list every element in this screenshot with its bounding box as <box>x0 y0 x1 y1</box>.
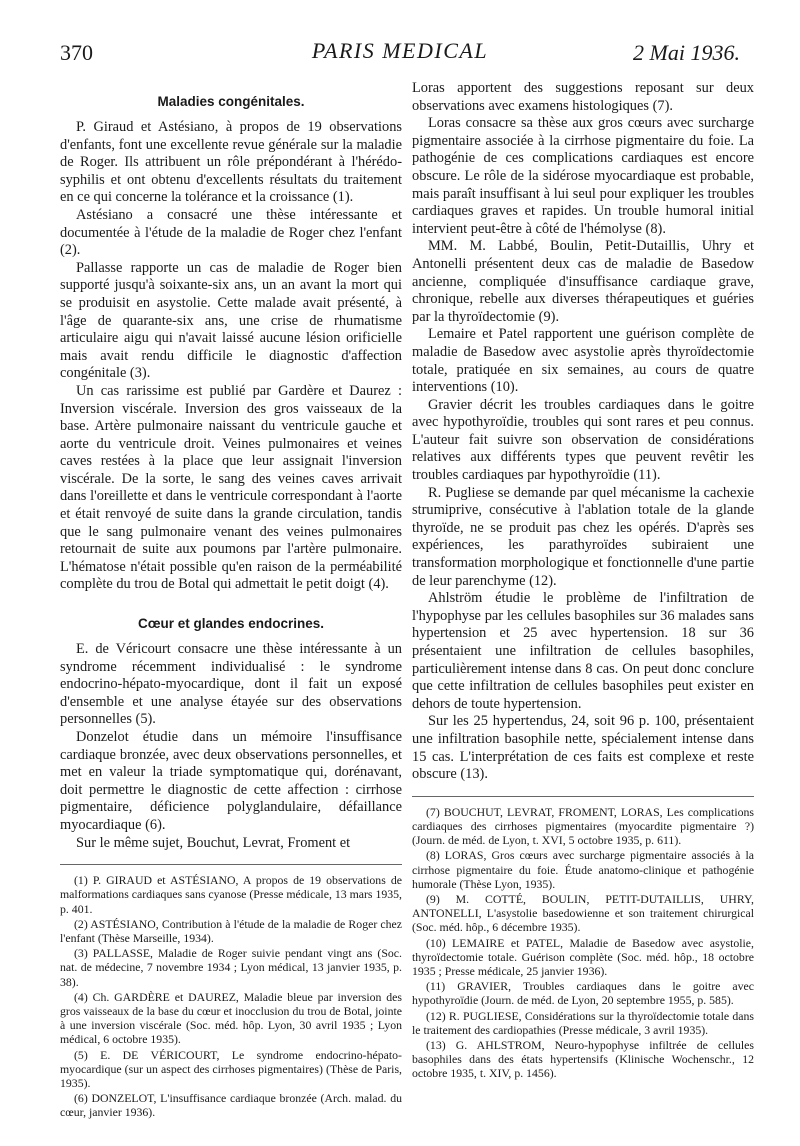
section-title-endocrine: Cœur et glandes endocrines. <box>137 616 325 632</box>
paragraph: MM. M. Labbé, Boulin, Petit-Dutaillis, Uhry et Antonelli présentent deux cas de maladie de Basedow ancienne, compliquée d'insuffisance cardiaque grave, chronique, rebelle aux diverses thérapeutiques et guéries par la thyroïdectomie (9). <box>412 238 754 325</box>
running-title: PARIS MEDICAL <box>311 38 489 63</box>
paragraph: E. de Véricourt consacre une thèse intéressante à un syndrome récemment individualisé : le syndrome endocrino-hépato-myocardique, dont il fait un exposé d'ensemble et une analyse étayée sur des observations personnelles (5). <box>60 641 402 728</box>
footnote: (8) LORAS, Gros cœurs avec surcharge pigmentaire associés à la cirrhose pigmentaire du foie. Étude anatomo-clinique et pathogénie humorale (Thèse Lyon, 1935). <box>412 848 754 891</box>
section-title-congenital: Maladies congénitales. <box>157 94 305 109</box>
paragraph: Sur le même sujet, Bouchut, Levrat, Froment et <box>76 834 351 851</box>
footnote: (6) DONZELOT, L'insuffisance cardiaque bronzée (Arch. malad. du cœur, janvier 1936). <box>60 1091 402 1120</box>
page-number: 370 <box>60 40 93 65</box>
paragraph: Un cas rarissime est publié par Gardère et Daurez : Inversion viscérale. Inversion des gros vaisseaux de la base. Artère pulmonaire naissant du ventricule gauche et aorte du ventricule droit. Veines pulmonaires et veines caves restées à la place que leur assignait l'inversion viscérale. De la sorte, le sang des veines caves arrivait dans l'oreillette et dans le ventricule correspondant à l'aorte et était renvoyé de suite dans la grande circulation, tandis que le sang pulmonaire venant des veines pulmonaires retournait de suite aux poumons par l'artère pulmonaire. L'hématose n'était possible qu'en raison de la perméabilité complète du trou de Botal qui admettait le petit doigt (4). <box>60 382 402 593</box>
page-header <box>60 36 740 70</box>
left-column <box>60 90 402 1121</box>
footnote: (7) BOUCHUT, LEVRAT, FROMENT, LORAS, Les complications cardiaques des cirrhoses pigmentaires (myocardite pigmentaire ?) (Journ. de méd. de Lyon, t. XVI, 5 octobre 1935, p. 611). <box>412 804 754 848</box>
footnote: (11) GRAVIER, Troubles cardiaques dans le goitre avec hypothyroïdie (Journ. de méd. de Lyon, 20 septembre 1955, p. 585). <box>412 979 754 1008</box>
paragraph: Loras apportent des suggestions reposant sur deux observations avec examens histologiques (7). <box>412 80 754 114</box>
paragraph: Astésiano a consacré une thèse intéressante et documentée à l'étude de la maladie de Roger chez l'enfant (2). <box>60 206 402 259</box>
paragraph: R. Pugliese se demande par quel mécanisme la cachexie strumiprive, consécutive à l'ablation totale de la glande thyroïde, ne se produit pas chez les opérés. D'après ses expériences, les parathyroïdes subiraient une transformation morphologique et fonctionnelle d'une partie de leur parenchyme (12). <box>412 484 754 589</box>
paragraph: Ahlström étudie le problème de l'infiltration de l'hypophyse par les cellules basophiles sur 36 malades sans hypertension et 25 avec hypertension. 18 sur 36 présentaient une infiltration de cellules basophiles, particulièrement intense dans 8 cas. On peut donc conclure que cette infiltration de cellules basophiles peut exister en dehors de toute hypertension. <box>412 590 754 712</box>
paragraph: P. Giraud et Astésiano, à propos de 19 observations d'enfants, font une excellente revue générale sur la maladie de Roger. Ils attribuent un rôle prépondérant à l'hérédo-syphilis et ont obtenu d'excellents résultats du traitement en ce qui concerne la tolérance et la croissance (1). <box>60 119 402 206</box>
footnote: (12) R. PUGLIESE, Considérations sur la thyroïdectomie totale dans le traitement des cardiopathies (Presse médicale, 3 avril 1935). <box>412 1008 754 1037</box>
paragraph: Pallasse rapporte un cas de maladie de Roger bien supporté jusqu'à soixante-six ans, un an avant la mort qui se produisit en asystolie. Cette malade avait présenté, à l'âge de quarante-six ans, une crise de rhumatisme articulaire aigu qui n'avait laissé aucune lésion orificielle mais avait rendu difficile le diagnostic d'affection congénitale (3). <box>60 259 402 382</box>
footnote: (1) P. GIRAUD et ASTÉSIANO, A propos de 19 observations de malformations cardiaques sans cyanose (Presse médicale, 13 mars 1935, p. 401. <box>60 873 403 916</box>
footnote-divider <box>412 796 754 797</box>
footnote: (3) PALLASSE, Maladie de Roger suivie pendant vingt ans (Soc. nat. de médecine, 7 novembre 1934 ; Lyon médical, 13 janvier 1935, p. 38). <box>60 946 402 989</box>
footnote: (10) LEMAIRE et PATEL, Maladie de Basedow avec asystolie, thyroïdectomie totale. Guérison complète (Soc. méd. hôp., 18 octobre 1935 ; Presse médicale, 25 janvier 1936). <box>412 935 754 978</box>
issue-date: 2 Mai 1936. <box>633 40 740 65</box>
paragraph: Gravier décrit les troubles cardiaques dans le goitre avec hypothyroïdie, troubles qui sont rares et peu connus. L'auteur fait suivre son observation de considérations relatives aux différents types que peuvent revêtir les troubles cardiaques par hypothyroïdie (11). <box>412 396 754 484</box>
paragraph: Lemaire et Patel rapportent une guérison complète de maladie de Basedow avec asystolie après thyroïdectomie totale, pratiquée en six semaines, au cours de quatre interventions (10). <box>412 326 754 396</box>
paragraph: Donzelot étudie dans un mémoire l'insuffisance cardiaque bronzée, avec deux observations personnelles, et met en valeur la triade symptomatique qui, dorénavant, doit permettre le diagnostic de cette affection : cirrhose pigmentaire, déficience polyglandulaire, défaillance myocardiaque (6). <box>60 729 402 833</box>
footnote: (9) M. COTTÉ, BOULIN, PETIT-DUTAILLIS, UHRY, ANTONELLI, L'asystolie basedowienne et son traitement chirurgical (Soc. méd. hôp., 6 décembre 1935). <box>412 891 754 935</box>
footnote: (2) ASTÉSIANO, Contribution à l'étude de la maladie de Roger chez l'enfant (Thèse Marseille, 1934). <box>60 916 402 945</box>
paragraph: Sur les 25 hypertendus, 24, soit 96 p. 100, présentaient une infiltration basophile nette, spécialement intense dans 15 cas. L'interprétation de ces faits est complexe et reste obscure (13). <box>412 713 754 783</box>
footnote-divider <box>60 864 402 865</box>
paragraph: Loras consacre sa thèse aux gros cœurs avec surcharge pigmentaire associée à la cirrhose pigmentaire du foie. La pathogénie de ces complications cardiaques est encore obscure. Le rôle de la sidérose myocardiaque est probable, mais paraît insuffisant à lui seul pour expliquer les troubles cardiaques graves et rapides. Un trouble humoral initial intervient peut-être à côté de l'hémolyse (8). <box>412 115 754 237</box>
footnote: (4) Ch. GARDÈRE et DAUREZ, Maladie bleue par inversion des gros vaisseaux de la base du cœur et inocclusion du trou de Botal, jointe à une inversion viscérale (Soc. méd. hôp. Lyon, 30 avril 1935 ; Lyon médical, 6 octobre 1935). <box>60 989 402 1047</box>
footnote: (5) E. DE VÉRICOURT, Le syndrome endocrino-hépato-myocardique (sur un aspect des cirrhoses pigmentaires) (Thèse de Paris, 1935). <box>60 1047 402 1090</box>
footnote: (13) G. AHLSTROM, Neuro-hypophyse infiltrée de cellules basophiles dans des états hypertensifs (Klinische Wochenschr., 12 octobre 1935, t. XIV, p. 1456). <box>412 1038 754 1081</box>
right-column <box>412 80 754 1082</box>
